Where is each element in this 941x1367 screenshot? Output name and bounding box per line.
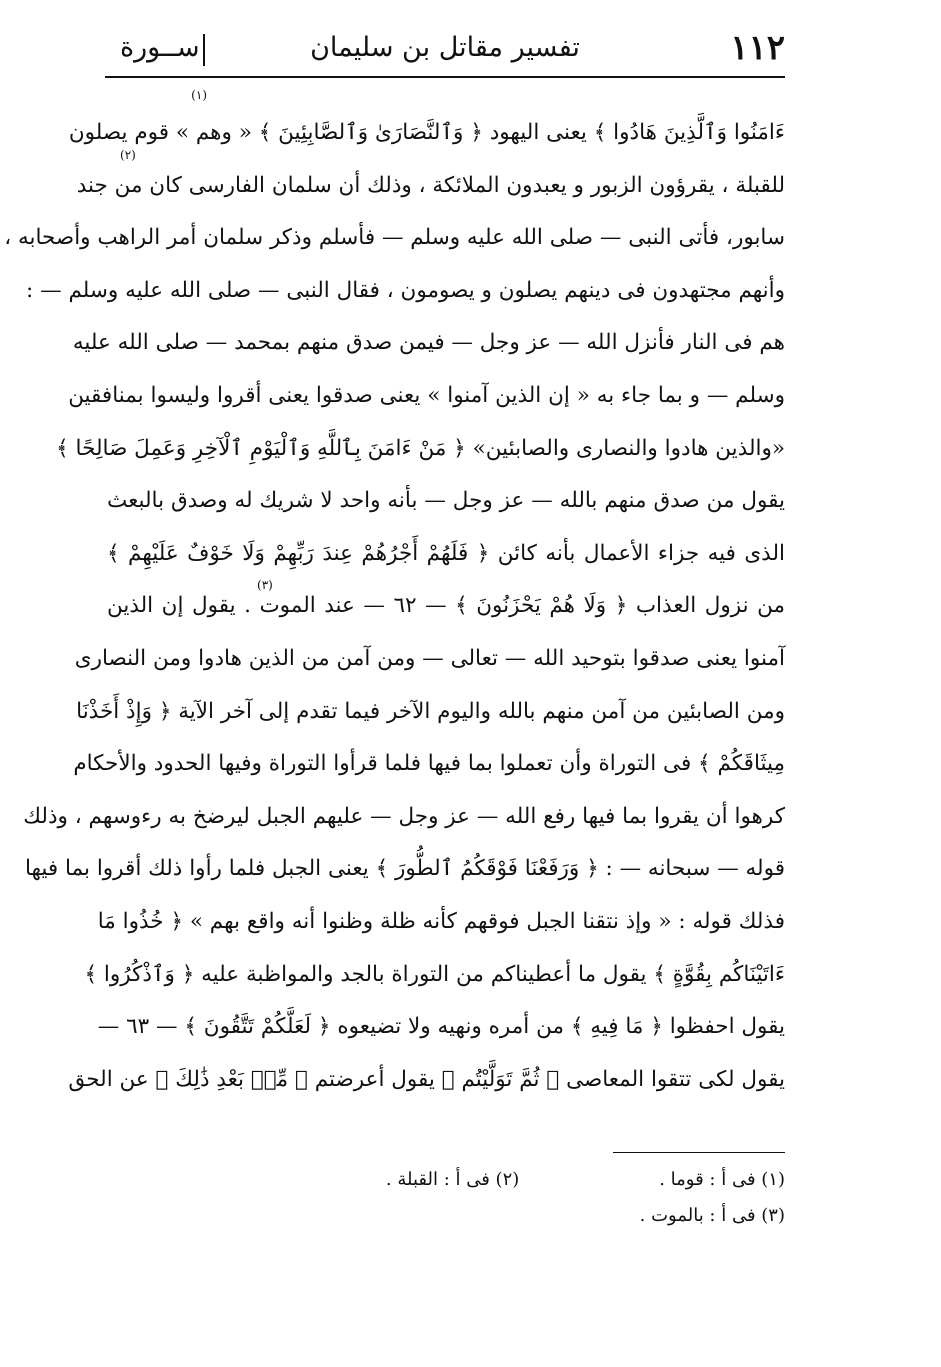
text-line: هم فى النار فأنزل الله — عز وجل — فيمن صدق منهم بمحمد — صلى الله عليه <box>72 330 785 356</box>
text-line: وأنهم مجتهدون فى دينهم يصلون و يصومون ، فقال النبى — صلى الله عليه وسلم — : <box>26 277 785 303</box>
footnote-mark-2: (٢) <box>120 148 136 162</box>
text-line: الذى فيه جزاء الأعمال بأنه كائن ﴿ فَلَهُمْ أَجْرُهُمْ عِندَ رَبِّهِمْ وَلَا خَوْفٌ عَلَيْهِمْ ﴾ <box>107 540 785 566</box>
text-line: «والذين هادوا والنصارى والصابئين» ﴿ مَنْ ءَامَنَ بِٱللَّهِ وَٱلْيَوْمِ ٱلْآخِرِ وَعَمِلَ صَالِحًا ﴾ <box>56 435 785 461</box>
text-line: قوله — سبحانه — : ﴿ وَرَفَعْنَا فَوْقَكُمُ ٱلطُّورَ ﴾ يعنى الجبل فلما رأوا ذلك أقروا بما فيها <box>24 856 785 882</box>
text-line: ءَامَنُوا وَٱلَّذِينَ هَادُوا ﴾ يعنى اليهود ﴿ وَٱلنَّصَارَىٰ وَٱلصَّابِئِينَ ﴾ « وهم » قوم يصلون <box>68 120 785 145</box>
footnote-mark-3: (٣) <box>257 578 273 592</box>
text-line: يقول لكى تتقوا المعاصى ﴿ ثُمَّ تَوَلَّيْتُم ﴾ يقول أعرضتم ﴿ مِّنۢ بَعْدِ ذَٰلِكَ ﴾ عن الحق <box>68 1066 785 1092</box>
footnote-1: (١) فى أ : قوما . <box>659 1169 785 1190</box>
footnote-rule <box>613 1152 785 1153</box>
body-text <box>4 107 785 1106</box>
sura-label: ســورة <box>120 32 200 63</box>
page-header <box>105 22 785 78</box>
text-line: يقول احفظوا ﴿ مَا فِيهِ ﴾ من أمره ونهيه ولا تضيعوه ﴿ لَعَلَّكُمْ تَتَّقُونَ ﴾ — ٦٣ — <box>97 1014 785 1040</box>
text-line: ومن الصابئين من آمن منهم بالله واليوم الآخر فيما تقدم إلى آخر الآية ﴿ وَإِذْ أَخَذْنَا <box>76 698 785 724</box>
text-line: فذلك قوله : « وإذ نتقنا الجبل فوقهم كأنه ظلة وظنوا أنه واقع بهم » ﴿ خُذُوا مَا <box>97 908 785 934</box>
text-line: من نزول العذاب ﴿ وَلَا هُمْ يَحْزَنُونَ ﴾ — ٦٢ — عند الموت . يقول إن الذين <box>107 593 785 619</box>
sura-bracket <box>203 34 210 66</box>
text-line: يقول من صدق منهم بالله — عز وجل — بأنه واحد لا شريك له وصدق بالبعث <box>107 488 785 514</box>
text-line: ءَاتَيْنَاكُم بِقُوَّةٍ ﴾ يقول ما أعطيناكم من التوراة بالجد والمواظبة عليه ﴿ وَٱذْكُرُوا ﴾ <box>84 961 785 987</box>
footnote-row <box>260 1162 785 1198</box>
page-number: ١١٢ <box>730 28 785 68</box>
header-rule <box>105 76 785 78</box>
text-line: كرهوا أن يقروا بما فيها رفع الله — عز وجل — عليهم الجبل ليرضخ به رءوسهم ، وذلك <box>23 803 785 829</box>
footnote-3: (٣) فى أ : بالموت . <box>639 1205 785 1226</box>
text-line: وسلم — و بما جاء به « إن الذين آمنوا » يعنى صدقوا يعنى أقروا وليسوا بمنافقين <box>68 382 785 408</box>
text-line: آمنوا يعنى صدقوا بتوحيد الله — تعالى — ومن آمن من الذين هادوا ومن النصارى <box>74 645 785 671</box>
footnote-mark-1: (١) <box>191 88 207 102</box>
footnote-row <box>260 1198 785 1234</box>
text-line: سابور، فأتى النبى — صلى الله عليه وسلم — فأسلم وذكر سلمان أمر الراهب وأصحابه ، <box>4 225 785 251</box>
footnote-2: (٢) فى أ : القبلة . <box>385 1169 520 1190</box>
running-title: تفسير مقاتل بن سليمان <box>310 32 580 63</box>
footnotes <box>260 1162 785 1234</box>
text-line: للقبلة ، يقرؤون الزبور و يعبدون الملائكة ، وذلك أن سلمان الفارسى كان من جند <box>76 172 785 198</box>
text-line: مِيثَاقَكُمْ ﴾ فى التوراة وأن تعملوا بما فيها فلما قرأوا التوراة وفيها الحدود والأحكام <box>73 751 785 777</box>
